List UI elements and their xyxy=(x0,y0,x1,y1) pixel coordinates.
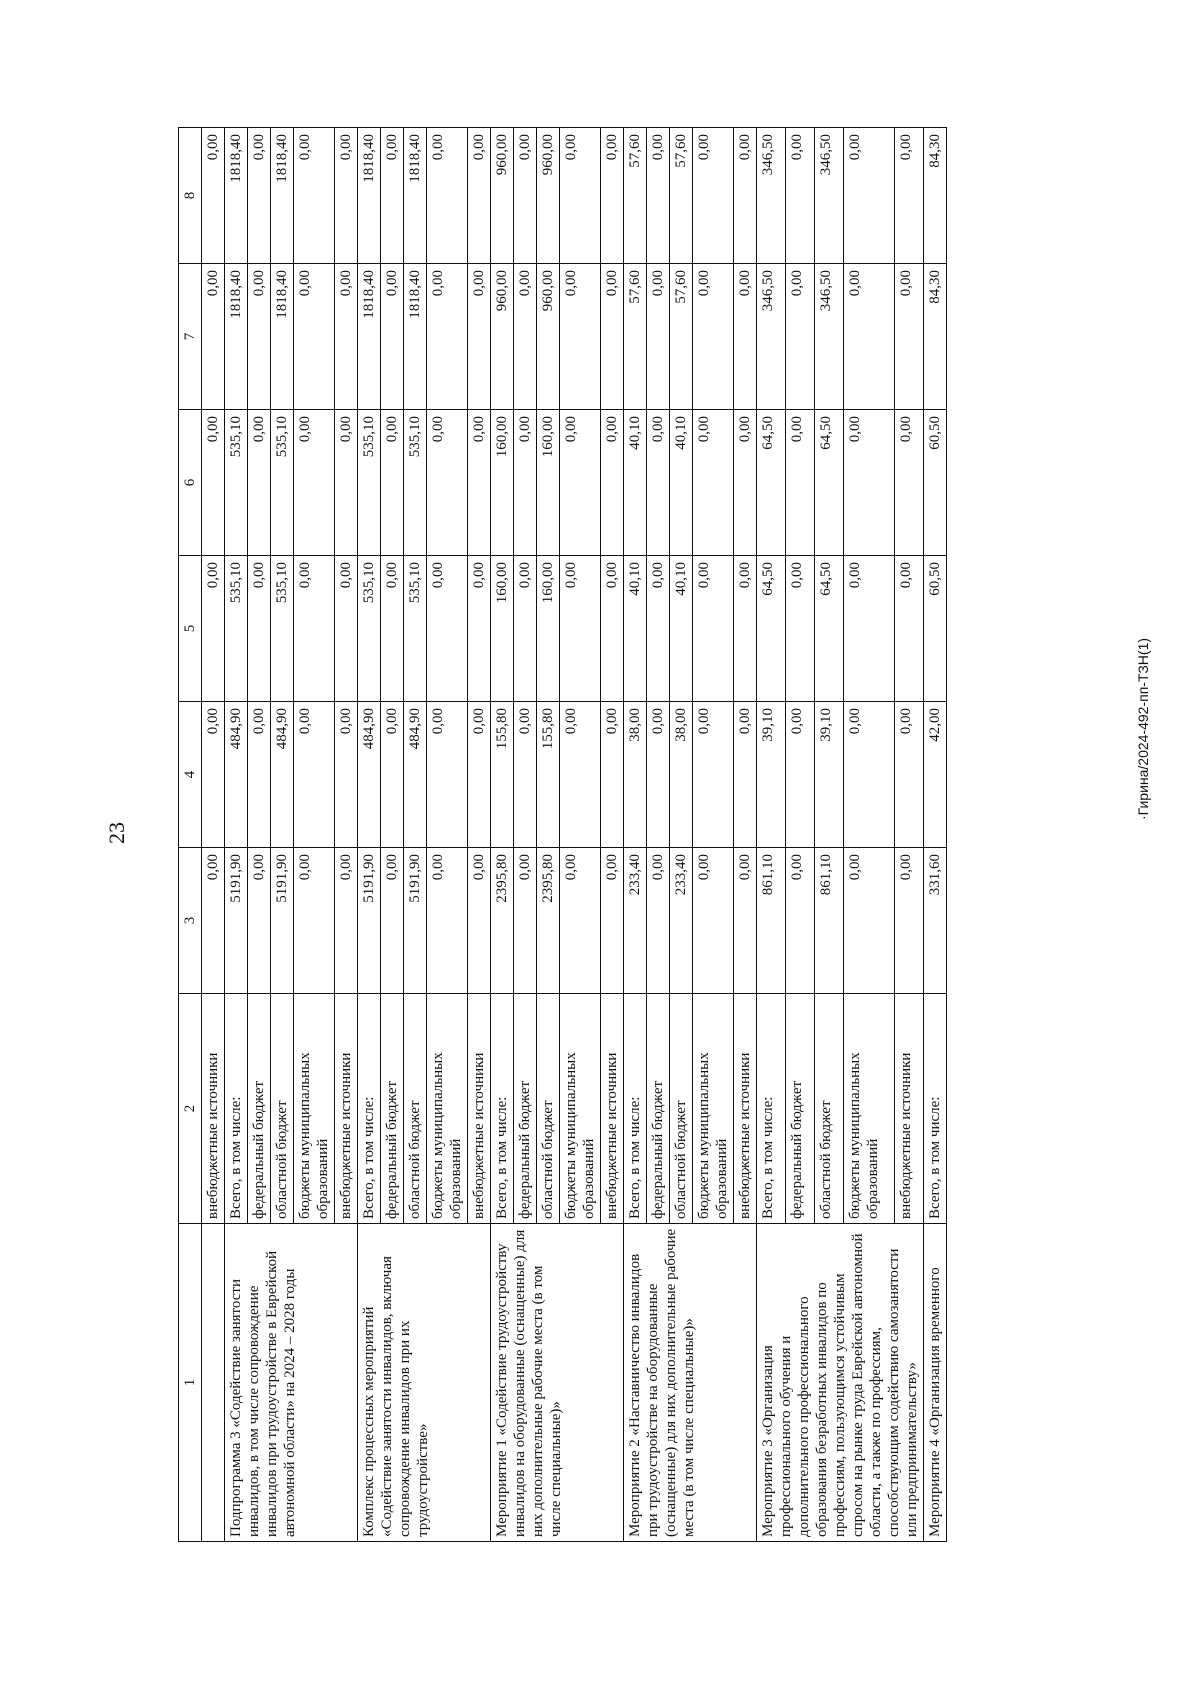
amount-cell: 39,10 xyxy=(757,702,786,848)
amount-cell: 861,10 xyxy=(757,848,786,994)
amount-cell: 1818,40 xyxy=(404,128,427,264)
funding-source-cell: областной бюджет xyxy=(404,994,427,1224)
amount-cell: 0,00 xyxy=(785,702,814,848)
amount-cell: 84,30 xyxy=(924,264,947,410)
amount-cell: 0,00 xyxy=(560,556,601,702)
amount-cell: 0,00 xyxy=(647,556,670,702)
amount-cell: 233,40 xyxy=(624,848,647,994)
table-row xyxy=(358,128,381,1542)
amount-cell: 0,00 xyxy=(693,128,734,264)
funding-source-cell: федеральный бюджет xyxy=(381,994,404,1224)
amount-cell: 0,00 xyxy=(468,848,491,994)
funding-source-cell: внебюджетные источники xyxy=(202,994,225,1224)
amount-cell: 0,00 xyxy=(734,556,757,702)
amount-cell: 346,50 xyxy=(757,264,786,410)
amount-cell: 0,00 xyxy=(381,556,404,702)
funding-source-cell: Всего, в том числе: xyxy=(624,994,647,1224)
funding-source-cell: внебюджетные источники xyxy=(895,994,924,1224)
amount-cell: 0,00 xyxy=(601,556,624,702)
amount-cell: 0,00 xyxy=(468,410,491,556)
amount-cell: 1818,40 xyxy=(225,128,248,264)
amount-cell: 64,50 xyxy=(757,556,786,702)
amount-cell: 1818,40 xyxy=(358,128,381,264)
amount-cell: 0,00 xyxy=(427,556,468,702)
amount-cell: 38,00 xyxy=(670,702,693,848)
funding-source-cell: федеральный бюджет xyxy=(248,994,271,1224)
funding-source-cell: областной бюджет xyxy=(670,994,693,1224)
amount-cell: 0,00 xyxy=(647,702,670,848)
funding-source-cell: федеральный бюджет xyxy=(785,994,814,1224)
program-name-cell: Мероприятие 4 «Организация временного xyxy=(924,1224,947,1542)
amount-cell: 0,00 xyxy=(514,264,537,410)
header-col-1: 1 xyxy=(179,1224,202,1542)
amount-cell: 233,40 xyxy=(670,848,693,994)
amount-cell: 0,00 xyxy=(647,848,670,994)
amount-cell: 0,00 xyxy=(514,556,537,702)
amount-cell: 0,00 xyxy=(202,410,225,556)
amount-cell: 960,00 xyxy=(491,264,514,410)
amount-cell: 0,00 xyxy=(785,128,814,264)
amount-cell: 0,00 xyxy=(335,264,358,410)
amount-cell: 0,00 xyxy=(601,848,624,994)
funding-source-cell: бюджеты муниципальных образований xyxy=(560,994,601,1224)
amount-cell: 0,00 xyxy=(560,848,601,994)
amount-cell: 0,00 xyxy=(514,410,537,556)
amount-cell: 0,00 xyxy=(427,702,468,848)
amount-cell: 0,00 xyxy=(427,848,468,994)
amount-cell: 0,00 xyxy=(381,264,404,410)
amount-cell: 484,90 xyxy=(225,702,248,848)
amount-cell: 2395,80 xyxy=(537,848,560,994)
amount-cell: 57,60 xyxy=(624,264,647,410)
amount-cell: 0,00 xyxy=(468,556,491,702)
amount-cell: 39,10 xyxy=(814,702,843,848)
amount-cell: 5191,90 xyxy=(404,848,427,994)
amount-cell: 0,00 xyxy=(785,264,814,410)
amount-cell: 484,90 xyxy=(358,702,381,848)
table-row xyxy=(757,128,786,1542)
amount-cell: 0,00 xyxy=(202,128,225,264)
amount-cell: 0,00 xyxy=(734,128,757,264)
amount-cell: 0,00 xyxy=(202,702,225,848)
amount-cell: 0,00 xyxy=(202,556,225,702)
amount-cell: 57,60 xyxy=(670,264,693,410)
amount-cell: 57,60 xyxy=(624,128,647,264)
funding-source-cell: Всего, в том числе: xyxy=(491,994,514,1224)
amount-cell: 960,00 xyxy=(491,128,514,264)
table-row xyxy=(924,128,947,1542)
amount-cell: 0,00 xyxy=(895,264,924,410)
amount-cell: 60,50 xyxy=(924,410,947,556)
amount-cell: 0,00 xyxy=(560,264,601,410)
budget-table-container xyxy=(178,128,947,1542)
amount-cell: 0,00 xyxy=(248,848,271,994)
table-row xyxy=(624,128,647,1542)
amount-cell: 1818,40 xyxy=(271,264,294,410)
amount-cell: 5191,90 xyxy=(358,848,381,994)
header-col-6: 6 xyxy=(179,410,202,556)
amount-cell: 0,00 xyxy=(895,702,924,848)
amount-cell: 0,00 xyxy=(514,702,537,848)
amount-cell: 0,00 xyxy=(202,848,225,994)
amount-cell: 0,00 xyxy=(335,702,358,848)
header-row xyxy=(179,128,202,1542)
amount-cell: 5191,90 xyxy=(271,848,294,994)
amount-cell: 861,10 xyxy=(814,848,843,994)
amount-cell: 535,10 xyxy=(225,556,248,702)
amount-cell: 346,50 xyxy=(757,128,786,264)
amount-cell: 0,00 xyxy=(693,848,734,994)
table-row xyxy=(225,128,248,1542)
amount-cell: 0,00 xyxy=(601,702,624,848)
amount-cell: 0,00 xyxy=(468,264,491,410)
amount-cell: 1818,40 xyxy=(271,128,294,264)
program-name-cell: Мероприятие 1 «Содействие трудоустройству инвалидов на оборудованные (оснащенные) для них дополнительные рабочие места (в том числе специальные)» xyxy=(491,1224,624,1542)
amount-cell: 1818,40 xyxy=(404,264,427,410)
amount-cell: 484,90 xyxy=(404,702,427,848)
amount-cell: 0,00 xyxy=(514,848,537,994)
amount-cell: 0,00 xyxy=(335,848,358,994)
amount-cell: 0,00 xyxy=(427,410,468,556)
amount-cell: 0,00 xyxy=(560,410,601,556)
amount-cell: 155,80 xyxy=(537,702,560,848)
amount-cell: 1818,40 xyxy=(358,264,381,410)
page-number: 23 xyxy=(104,822,129,844)
header-col-8: 8 xyxy=(179,128,202,264)
amount-cell: 0,00 xyxy=(294,848,335,994)
funding-source-cell: внебюджетные источники xyxy=(734,994,757,1224)
amount-cell: 0,00 xyxy=(843,556,894,702)
amount-cell: 57,60 xyxy=(670,128,693,264)
funding-source-cell: бюджеты муниципальных образований xyxy=(843,994,894,1224)
funding-source-cell: Всего, в том числе: xyxy=(358,994,381,1224)
amount-cell: 0,00 xyxy=(560,702,601,848)
amount-cell: 0,00 xyxy=(294,128,335,264)
amount-cell: 0,00 xyxy=(468,702,491,848)
amount-cell: 5191,90 xyxy=(225,848,248,994)
amount-cell: 0,00 xyxy=(294,410,335,556)
amount-cell: 2395,80 xyxy=(491,848,514,994)
amount-cell: 0,00 xyxy=(843,702,894,848)
amount-cell: 155,80 xyxy=(491,702,514,848)
amount-cell: 42,00 xyxy=(924,702,947,848)
amount-cell: 1818,40 xyxy=(225,264,248,410)
amount-cell: 0,00 xyxy=(381,848,404,994)
amount-cell: 535,10 xyxy=(358,556,381,702)
program-name-cell: Подпрограмма 3 «Содействие занятости инвалидов, в том числе сопровождение инвалидов при трудоустройстве в Еврейской автономной области» на 2024 – 2028 годы xyxy=(225,1224,358,1542)
amount-cell: 331,60 xyxy=(924,848,947,994)
amount-cell: 0,00 xyxy=(294,264,335,410)
amount-cell: 40,10 xyxy=(624,410,647,556)
amount-cell: 160,00 xyxy=(537,410,560,556)
amount-cell: 40,10 xyxy=(624,556,647,702)
table-row xyxy=(491,128,514,1542)
amount-cell: 0,00 xyxy=(601,128,624,264)
amount-cell: 0,00 xyxy=(895,410,924,556)
amount-cell: 0,00 xyxy=(843,264,894,410)
amount-cell: 0,00 xyxy=(895,128,924,264)
amount-cell: 0,00 xyxy=(202,264,225,410)
amount-cell: 0,00 xyxy=(335,128,358,264)
amount-cell: 0,00 xyxy=(248,264,271,410)
amount-cell: 960,00 xyxy=(537,264,560,410)
amount-cell: 160,00 xyxy=(537,556,560,702)
amount-cell: 0,00 xyxy=(647,128,670,264)
amount-cell: 64,50 xyxy=(814,410,843,556)
funding-source-cell: Всего, в том числе: xyxy=(225,994,248,1224)
amount-cell: 0,00 xyxy=(335,556,358,702)
amount-cell: 484,90 xyxy=(271,702,294,848)
amount-cell: 0,00 xyxy=(693,556,734,702)
program-name-cell xyxy=(202,1224,225,1542)
amount-cell: 960,00 xyxy=(537,128,560,264)
amount-cell: 0,00 xyxy=(560,128,601,264)
funding-source-cell: областной бюджет xyxy=(537,994,560,1224)
funding-source-cell: Всего, в том числе: xyxy=(924,994,947,1224)
amount-cell: 0,00 xyxy=(381,702,404,848)
amount-cell: 0,00 xyxy=(468,128,491,264)
funding-source-cell: внебюджетные источники xyxy=(601,994,624,1224)
amount-cell: 0,00 xyxy=(427,264,468,410)
funding-source-cell: областной бюджет xyxy=(271,994,294,1224)
amount-cell: 0,00 xyxy=(843,410,894,556)
program-name-cell: Комплекс процессных мероприятий «Содействие занятости инвалидов, включая сопровождение инвалидов при их трудоустройстве» xyxy=(358,1224,491,1542)
amount-cell: 535,10 xyxy=(225,410,248,556)
funding-source-cell: внебюджетные источники xyxy=(468,994,491,1224)
amount-cell: 535,10 xyxy=(271,410,294,556)
amount-cell: 0,00 xyxy=(785,410,814,556)
amount-cell: 535,10 xyxy=(271,556,294,702)
amount-cell: 60,50 xyxy=(924,556,947,702)
amount-cell: 0,00 xyxy=(248,410,271,556)
funding-source-cell: бюджеты муниципальных образований xyxy=(427,994,468,1224)
amount-cell: 0,00 xyxy=(785,556,814,702)
amount-cell: 0,00 xyxy=(601,264,624,410)
amount-cell: 346,50 xyxy=(814,264,843,410)
amount-cell: 0,00 xyxy=(734,410,757,556)
amount-cell: 0,00 xyxy=(693,702,734,848)
amount-cell: 0,00 xyxy=(693,410,734,556)
header-col-4: 4 xyxy=(179,702,202,848)
header-col-7: 7 xyxy=(179,264,202,410)
funding-source-cell: федеральный бюджет xyxy=(514,994,537,1224)
amount-cell: 64,50 xyxy=(757,410,786,556)
funding-source-cell: областной бюджет xyxy=(814,994,843,1224)
funding-source-cell: бюджеты муниципальных образований xyxy=(294,994,335,1224)
funding-source-cell: бюджеты муниципальных образований xyxy=(693,994,734,1224)
amount-cell: 0,00 xyxy=(248,702,271,848)
funding-source-cell: внебюджетные источники xyxy=(335,994,358,1224)
funding-source-cell: федеральный бюджет xyxy=(647,994,670,1224)
amount-cell: 0,00 xyxy=(734,264,757,410)
amount-cell: 0,00 xyxy=(734,702,757,848)
amount-cell: 535,10 xyxy=(404,410,427,556)
amount-cell: 0,00 xyxy=(843,128,894,264)
amount-cell: 0,00 xyxy=(785,848,814,994)
amount-cell: 0,00 xyxy=(647,264,670,410)
amount-cell: 535,10 xyxy=(358,410,381,556)
amount-cell: 0,00 xyxy=(693,264,734,410)
document-code: ·Гирина/2024-492-пп-ТЗН(1) xyxy=(1135,637,1151,820)
header-col-3: 3 xyxy=(179,848,202,994)
amount-cell: 160,00 xyxy=(491,556,514,702)
amount-cell: 0,00 xyxy=(895,848,924,994)
table-row xyxy=(202,128,225,1542)
amount-cell: 0,00 xyxy=(514,128,537,264)
amount-cell: 160,00 xyxy=(491,410,514,556)
amount-cell: 0,00 xyxy=(647,410,670,556)
amount-cell: 0,00 xyxy=(381,410,404,556)
amount-cell: 64,50 xyxy=(814,556,843,702)
amount-cell: 0,00 xyxy=(601,410,624,556)
amount-cell: 0,00 xyxy=(294,556,335,702)
amount-cell: 40,10 xyxy=(670,556,693,702)
amount-cell: 0,00 xyxy=(843,848,894,994)
amount-cell: 0,00 xyxy=(335,410,358,556)
funding-source-cell: Всего, в том числе: xyxy=(757,994,786,1224)
program-name-cell: Мероприятие 2 «Наставничество инвалидов при трудоустройстве на оборудованные (оснащенные) для них дополнительные рабочие места (в том числе специальные)» xyxy=(624,1224,757,1542)
amount-cell: 0,00 xyxy=(248,128,271,264)
budget-table xyxy=(178,127,947,1542)
amount-cell: 535,10 xyxy=(404,556,427,702)
amount-cell: 0,00 xyxy=(248,556,271,702)
program-name-cell: Мероприятие 3 «Организация профессионального обучения и дополнительного профессионального образования безработных инвалидов по профессиям, пользующимся устойчивым спросом на рынке труда Еврейской автономной области, а также по профессиям, способствующим содействию самозанятости или предпринимательству» xyxy=(757,1224,924,1542)
amount-cell: 0,00 xyxy=(381,128,404,264)
amount-cell: 0,00 xyxy=(294,702,335,848)
amount-cell: 0,00 xyxy=(895,556,924,702)
amount-cell: 0,00 xyxy=(734,848,757,994)
header-col-2: 2 xyxy=(179,994,202,1224)
header-col-5: 5 xyxy=(179,556,202,702)
amount-cell: 84,30 xyxy=(924,128,947,264)
table-body xyxy=(202,128,947,1542)
amount-cell: 40,10 xyxy=(670,410,693,556)
amount-cell: 38,00 xyxy=(624,702,647,848)
amount-cell: 346,50 xyxy=(814,128,843,264)
amount-cell: 0,00 xyxy=(427,128,468,264)
